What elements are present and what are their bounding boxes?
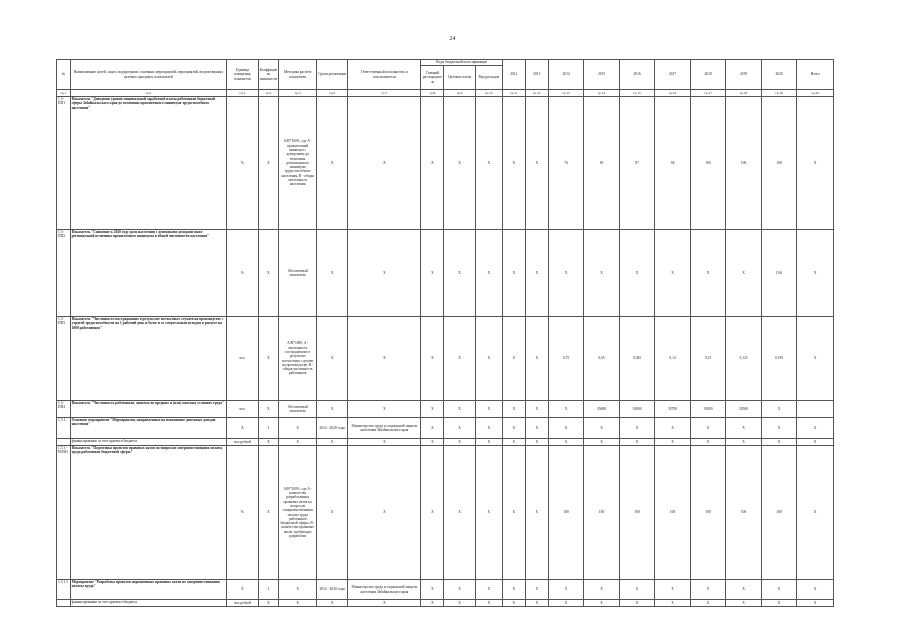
col-exec: Ответственный исполнитель и соисполнители	[348, 60, 421, 90]
table-row	[57, 418, 834, 439]
row-method: Абсолютный показатель	[279, 401, 317, 418]
colnum: гр.18	[726, 90, 762, 97]
row-number: 1.3-ПП3	[57, 317, 71, 401]
row-value: Х	[761, 439, 797, 446]
column-numbers-row	[57, 90, 834, 97]
row-total: Х	[797, 600, 834, 607]
col-term: Сроки реализации	[317, 60, 348, 90]
row-cs: Х	[444, 580, 475, 600]
row-method: Х	[279, 600, 317, 607]
row-value: Х	[525, 580, 548, 600]
row-value: Х	[619, 418, 655, 439]
row-value: 76	[548, 97, 584, 230]
row-value: Х	[619, 580, 655, 600]
colnum: гр.10	[475, 90, 502, 97]
colnum: гр.19	[761, 90, 797, 97]
row-value: Х	[525, 97, 548, 230]
row-number	[57, 600, 71, 607]
row-grbs: Х	[421, 580, 444, 600]
row-grbs: Х	[421, 446, 444, 580]
row-value: Х	[548, 418, 584, 439]
row-value: 94	[655, 97, 691, 230]
row-value: Х	[502, 600, 525, 607]
col-coeff: Коэффициент значимости	[258, 60, 279, 90]
row-value: 0,195	[761, 317, 797, 401]
row-total: Х	[797, 317, 834, 401]
row-term: 2014 - 2020 годы	[317, 418, 348, 439]
row-unit: чел.	[227, 317, 258, 401]
row-exec: Х	[348, 97, 421, 230]
row-vr: Х	[475, 230, 502, 317]
row-exec: Х	[348, 317, 421, 401]
row-method: Х	[279, 418, 317, 439]
row-value: 35700	[655, 401, 691, 418]
colnum: гр.8	[421, 90, 444, 97]
row-unit: %	[227, 446, 258, 580]
row-value: Х	[502, 317, 525, 401]
row-cs: Х	[444, 446, 475, 580]
row-vr: Х	[475, 600, 502, 607]
row-value: 100	[619, 446, 655, 580]
header-row-1	[57, 60, 834, 66]
row-name: Показатель "Численность работников, занятых во вредных и (или) опасных условиях труда"	[70, 401, 227, 418]
row-value: Х	[525, 600, 548, 607]
row-name: финансирование за счет краевого бюджета	[70, 439, 227, 446]
row-value: 0,75	[548, 317, 584, 401]
row-value: Х	[548, 401, 584, 418]
row-method: Х	[279, 439, 317, 446]
row-value: Х	[726, 600, 762, 607]
col-unit: Единица измерения показателя	[227, 60, 258, 90]
page-number: 24	[449, 36, 456, 42]
row-value: Х	[619, 600, 655, 607]
row-number: 1.3-ПП4	[57, 401, 71, 418]
colnum: гр.14	[584, 90, 620, 97]
row-vr: Х	[475, 317, 502, 401]
row-value: Х	[726, 418, 762, 439]
row-value: Х	[502, 418, 525, 439]
table-row	[57, 317, 834, 401]
row-value: Х	[761, 600, 797, 607]
row-value: Х	[502, 401, 525, 418]
table-row	[57, 446, 834, 580]
row-coeff: Х	[258, 401, 279, 418]
row-value: 100	[690, 97, 726, 230]
row-vr: Х	[475, 446, 502, 580]
row-cs: Х	[444, 600, 475, 607]
colnum: гр.4	[258, 90, 279, 97]
row-grbs: Х	[421, 418, 444, 439]
table-body	[57, 97, 834, 607]
col-year: 2013	[525, 60, 548, 90]
row-value: 81	[584, 97, 620, 230]
row-vr: Х	[475, 401, 502, 418]
row-total: Х	[797, 580, 834, 600]
row-coeff: 1	[258, 418, 279, 439]
row-method: Абсолютный показатель	[279, 230, 317, 317]
row-value: Х	[502, 580, 525, 600]
row-value: Х	[655, 580, 691, 600]
row-unit: Х	[227, 580, 258, 600]
colnum: гр.1	[57, 90, 71, 97]
row-unit: тыс.рублей	[227, 600, 258, 607]
table-row	[57, 580, 834, 600]
row-grbs: Х	[421, 97, 444, 230]
row-value: 87	[619, 97, 655, 230]
row-term: Х	[317, 230, 348, 317]
row-term: Х	[317, 446, 348, 580]
row-value: Х	[525, 418, 548, 439]
row-value: 0,15	[690, 317, 726, 401]
row-term: 2014 - 2020 годы	[317, 580, 348, 600]
col-year: 2012	[502, 60, 525, 90]
row-value: Х	[548, 600, 584, 607]
row-value: Х	[726, 230, 762, 317]
colnum: гр.11	[502, 90, 525, 97]
row-number: 1.3.1.1.	[57, 580, 71, 600]
table-row	[57, 97, 834, 230]
table-row	[57, 230, 834, 317]
colnum: гр.17	[690, 90, 726, 97]
row-method: Х	[279, 580, 317, 600]
colnum: гр.13	[548, 90, 584, 97]
col-year: 2019	[726, 60, 762, 90]
row-total: Х	[797, 446, 834, 580]
row-unit: Х	[227, 418, 258, 439]
row-coeff: 1	[258, 580, 279, 600]
row-vr: Х	[475, 439, 502, 446]
row-exec: Х	[348, 600, 421, 607]
colnum: гр.6	[317, 90, 348, 97]
col-total: Итого	[797, 60, 834, 90]
row-value: Х	[525, 446, 548, 580]
table-row	[57, 401, 834, 418]
row-cs: Х	[444, 418, 475, 439]
row-value: Х	[584, 418, 620, 439]
row-number: 1.3-ПП2	[57, 230, 71, 317]
row-unit: тыс.рублей	[227, 439, 258, 446]
row-cs: Х	[444, 439, 475, 446]
row-value: 100	[726, 97, 762, 230]
row-unit: %	[227, 230, 258, 317]
row-total: Х	[797, 418, 834, 439]
row-coeff: Х	[258, 97, 279, 230]
row-value: 19,6	[761, 230, 797, 317]
col-name: Наименование целей, задач, подпрограмм, основных мероприятий, мероприятий, ведомственных целевых программ, показателей	[70, 60, 227, 90]
col-year: 2016	[619, 60, 655, 90]
row-value: Х	[548, 230, 584, 317]
row-value: Х	[584, 580, 620, 600]
colnum: гр.5	[279, 90, 317, 97]
col-no: №	[57, 60, 71, 90]
row-value: 100	[548, 446, 584, 580]
row-value: 0,125	[726, 317, 762, 401]
row-method: A/B*1000, A - численность пострадавших в результате несчастных случаев на производстве, B - общая численность работников	[279, 317, 317, 401]
col-code-cs: Целевая статья	[444, 66, 475, 90]
row-value: 0,14	[655, 317, 691, 401]
row-exec: Министерство труда и социальной защиты населения Забайкальского края	[348, 418, 421, 439]
row-value: Х	[619, 230, 655, 317]
row-total: Х	[797, 97, 834, 230]
row-grbs: Х	[421, 317, 444, 401]
row-coeff: Х	[258, 317, 279, 401]
row-value: Х	[761, 418, 797, 439]
table-row	[57, 439, 834, 446]
row-exec: Министерство труда и социальной защиты населения Забайкальского края	[348, 580, 421, 600]
row-value: 100	[584, 446, 620, 580]
row-vr: Х	[475, 418, 502, 439]
row-value: Х	[502, 446, 525, 580]
row-value: Х	[655, 600, 691, 607]
row-value: Х	[726, 439, 762, 446]
row-value: Х	[619, 439, 655, 446]
row-value: Х	[761, 580, 797, 600]
row-value: 100	[690, 446, 726, 580]
row-value: 35800	[619, 401, 655, 418]
row-value: Х	[584, 230, 620, 317]
row-name: Показатель "Доведение уровня минимальной заработной платы работников бюджетной сферы Забайкальского края до величины прожиточного минимума трудоспособного населения"	[70, 97, 227, 230]
row-value: Х	[690, 580, 726, 600]
colnum: гр.3	[227, 90, 258, 97]
row-coeff: Х	[258, 600, 279, 607]
row-value: Х	[655, 418, 691, 439]
row-unit: %	[227, 97, 258, 230]
colnum: гр.15	[619, 90, 655, 97]
colnum: гр.20	[797, 90, 834, 97]
row-value: Х	[525, 230, 548, 317]
col-code-vr: Вид расходов	[475, 66, 502, 90]
row-value: Х	[690, 600, 726, 607]
row-cs: Х	[444, 317, 475, 401]
col-year: 2020	[761, 60, 797, 90]
row-value: 0,65	[584, 317, 620, 401]
col-year: 2015	[584, 60, 620, 90]
row-exec: Х	[348, 401, 421, 418]
row-unit: чел.	[227, 401, 258, 418]
row-total: Х	[797, 230, 834, 317]
row-name: Показатель "Численность пострадавших в результате несчастных случаев на производстве с утратой трудоспособности на 1 рабочий день и более и со смертельным исходом в расчете на 1000 работающих"	[70, 317, 227, 401]
row-value: Х	[690, 418, 726, 439]
colnum: гр.9	[444, 90, 475, 97]
row-name: Показатель "Снижение к 2020 году доли населения с денежными доходами ниже региональной величины прожиточного минимума в общей численности населения"	[70, 230, 227, 317]
row-value: Х	[690, 439, 726, 446]
row-value: 0,045	[619, 317, 655, 401]
row-total: Х	[797, 439, 834, 446]
row-vr: Х	[475, 97, 502, 230]
row-value: Х	[584, 600, 620, 607]
row-value: Х	[525, 439, 548, 446]
row-value: 100	[726, 446, 762, 580]
colnum: гр.16	[655, 90, 691, 97]
row-vr: Х	[475, 580, 502, 600]
row-number	[57, 439, 71, 446]
row-term: Х	[317, 600, 348, 607]
row-value: Х	[548, 580, 584, 600]
col-method: Методика расчета показателя	[279, 60, 317, 90]
row-value: 100	[655, 446, 691, 580]
row-value: 100	[761, 446, 797, 580]
row-cs: Х	[444, 97, 475, 230]
col-year: 2017	[655, 60, 691, 90]
program-table	[56, 59, 834, 607]
colnum: гр.12	[525, 90, 548, 97]
row-number: 1.3.1.-ПОМ1	[57, 446, 71, 580]
row-cs: Х	[444, 230, 475, 317]
colnum: гр.7	[348, 90, 421, 97]
row-cs: Х	[444, 401, 475, 418]
row-value: Х	[655, 230, 691, 317]
row-value: 35600	[584, 401, 620, 418]
row-grbs: Х	[421, 439, 444, 446]
row-term: Х	[317, 97, 348, 230]
row-total	[797, 401, 834, 418]
row-grbs: Х	[421, 230, 444, 317]
row-name: Мероприятие "Разработка проектов нормативных правовых актов по совершенствованию оплаты труда"	[70, 580, 227, 600]
row-value: Х	[761, 401, 797, 418]
row-value: Х	[502, 97, 525, 230]
colnum: гр.2	[70, 90, 227, 97]
row-value: Х	[584, 439, 620, 446]
row-value: Х	[726, 580, 762, 600]
row-name: Показатель "Подготовка проектов правовых актов по вопросам совершенствования оплаты труда работников бюджетной сферы"	[70, 446, 227, 580]
row-name: финансирование за счет краевого бюджета	[70, 600, 227, 607]
row-grbs: Х	[421, 600, 444, 607]
row-value: Х	[525, 317, 548, 401]
row-method: A/B*100%, где A - прожиточный минимум с доведением до величины регионального минимума трудоспособного населения, B - общая численность населения	[279, 97, 317, 230]
row-coeff: Х	[258, 446, 279, 580]
row-value: Х	[525, 401, 548, 418]
col-code-grbs: Главный распорядитель	[421, 66, 444, 90]
col-year: 2018	[690, 60, 726, 90]
row-term: Х	[317, 439, 348, 446]
row-grbs: Х	[421, 401, 444, 418]
row-method: A/B*100%, где A - количество разработанных правовых актов по вопросам совершенствования оплаты труда работников бюджетной сферы, B - количество правовых актов, требующих разработки	[279, 446, 317, 580]
row-value: Х	[502, 230, 525, 317]
row-value: 35500	[726, 401, 762, 418]
row-exec: Х	[348, 230, 421, 317]
col-codes: Коды бюджетной классификации	[421, 60, 502, 66]
row-number: 1.3.1.	[57, 418, 71, 439]
row-number: 1.3-ПП1	[57, 97, 71, 230]
row-term: Х	[317, 401, 348, 418]
row-value: 35000	[690, 401, 726, 418]
row-coeff: Х	[258, 439, 279, 446]
row-value: Х	[548, 439, 584, 446]
table-row	[57, 600, 834, 607]
row-coeff: Х	[258, 230, 279, 317]
row-name: Основное мероприятие "Мероприятия, направленные на повышение денежных доходов населения"	[70, 418, 227, 439]
row-value: Х	[502, 439, 525, 446]
col-year: 2014	[548, 60, 584, 90]
row-value: Х	[655, 439, 691, 446]
row-value: Х	[690, 230, 726, 317]
row-value: 100	[761, 97, 797, 230]
row-exec: Х	[348, 446, 421, 580]
row-exec: Х	[348, 439, 421, 446]
row-term: Х	[317, 317, 348, 401]
